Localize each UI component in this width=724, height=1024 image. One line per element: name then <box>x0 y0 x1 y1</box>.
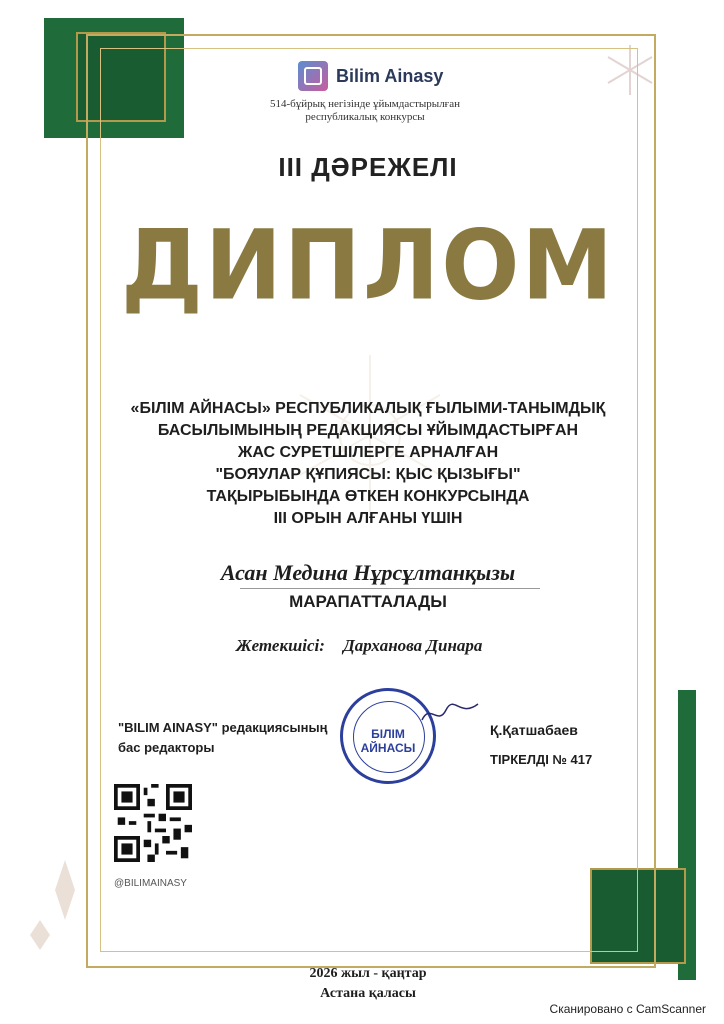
issue-city: Астана қаласы <box>320 986 416 1001</box>
logo-mark-icon <box>298 61 328 91</box>
subtitle-line-1: 514-бұйрық негізінде ұйымдастырылған <box>270 98 460 110</box>
editor-title-line-2: бас редакторы <box>118 740 215 755</box>
registration-number: ТІРКЕЛДІ № 417 <box>490 752 593 767</box>
qr-handle-text: @BILIMAINASY <box>114 878 187 889</box>
mentor-line <box>236 636 482 656</box>
description-line-3: ЖАС СУРЕТШІЛЕРГЕ АРНАЛҒАН <box>237 444 499 461</box>
header-subtitle <box>250 98 480 124</box>
recipient-name: Асан Медина Нұрсұлтанқызы <box>220 560 516 585</box>
diploma-title: ДИПЛОМ <box>120 209 616 322</box>
logo-text: Bilim Ainasy <box>336 65 444 86</box>
recipient-underline <box>240 588 540 589</box>
description-line-2: БАСЫЛЫМЫНЫҢ РЕДАКЦИЯСЫ ҰЙЫМДАСТЫРҒАН <box>157 422 579 439</box>
issue-date: 2026 жыл - қаңтар <box>309 966 427 981</box>
description-line-1: «БІЛІМ АЙНАСЫ» РЕСПУБЛИКАЛЫҚ ҒЫЛЫМИ-ТАНЫМДЫҚ <box>130 400 606 417</box>
description-line-5: ТАҚЫРЫБЫНДА ӨТКЕН КОНКУРСЫНДА <box>206 488 530 505</box>
awarded-text: МАРАПАТТАЛАДЫ <box>289 592 447 611</box>
editor-title-line-1: "BILIM AINASY" редакциясының <box>118 720 328 735</box>
signature-icon <box>420 698 480 728</box>
mentor-name: Дарханова Динара <box>343 636 483 655</box>
publisher-logo <box>298 56 478 96</box>
editor-title <box>118 718 338 758</box>
description-line-4: "БОЯУЛАР ҚҰПИЯСЫ: ҚЫС ҚЫЗЫҒЫ" <box>215 466 521 483</box>
stamp-text: БІЛІМ АЙНАСЫ <box>360 727 416 755</box>
degree-heading: III ДӘРЕЖЕЛІ <box>278 152 458 182</box>
award-description <box>100 398 636 530</box>
signer-name: Қ.Қатшабаев <box>490 722 578 738</box>
mentor-label: Жетекшісі: <box>236 636 325 655</box>
description-line-6: III ОРЫН АЛҒАНЫ ҮШІН <box>273 510 463 527</box>
subtitle-line-2: республикалық конкурсы <box>305 111 425 123</box>
scanner-watermark: Сканировано с CamScanner <box>549 1002 706 1016</box>
qr-code-icon <box>114 784 192 862</box>
